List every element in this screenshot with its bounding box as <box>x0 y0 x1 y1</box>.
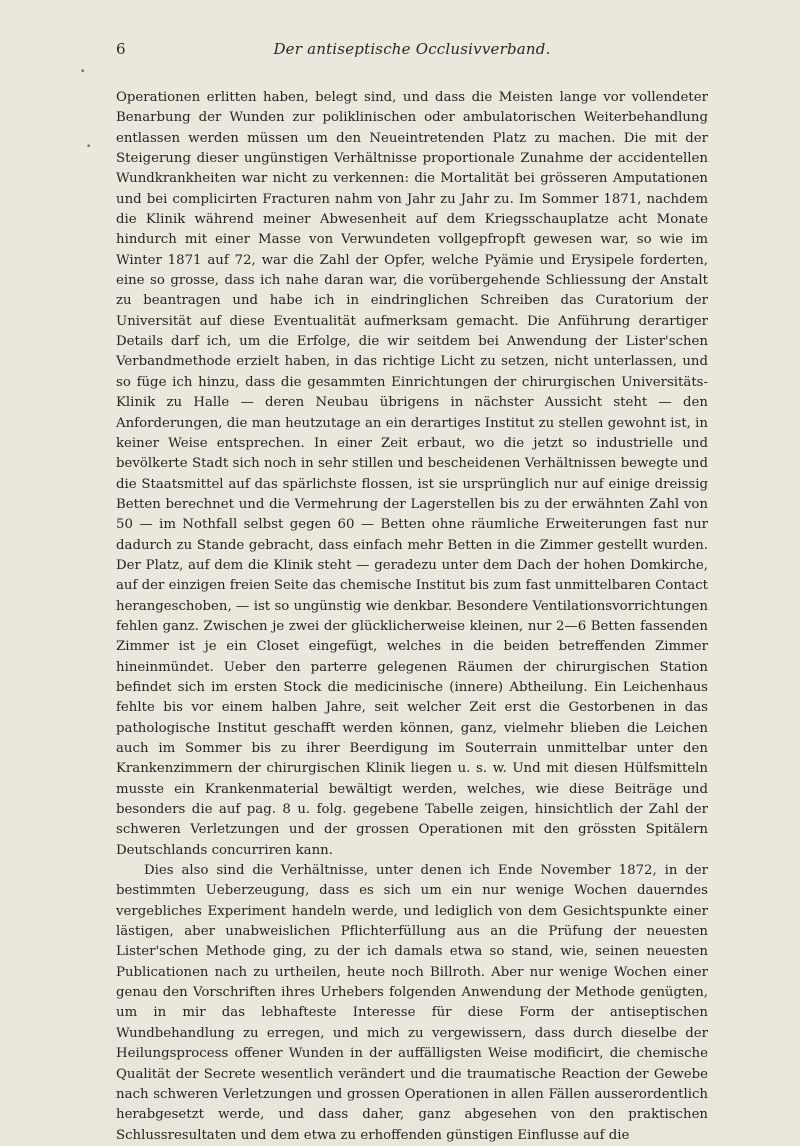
page-number: 6 <box>116 40 126 58</box>
paragraph-1: Operationen erlitten haben, belegt sind, und dass die Meisten lange vor vollendeter Benarbung der Wunden zur poliklinischen oder ambulatorischen Weiterbehandlung entlassen werden müssen um den Neueintretenden Platz zu machen. Die mit der Steigerung dieser ungünstigen Verhältnisse proportionale Zunahme der accidentellen Wundkrankheiten war nicht zu verkennen: die Mortalität bei grösseren Amputationen und bei complicirten Fracturen nahm von Jahr zu Jahr zu. Im Sommer 1871, nachdem die Klinik während meiner Abwesenheit auf dem Kriegsschauplatze acht Monate hindurch mit einer Masse von Verwundeten vollgepfropft gewesen war, so wie im Winter 1871 auf 72, war die Zahl der Opfer, welche Pyämie und Erysipele forderten, eine so grosse, dass ich nahe daran war, die vorübergehende Schliessung der Anstalt zu beantragen und habe ich in eindringlichen Schreiben das Curatorium der Universität auf diese Eventualität aufmerksam gemacht. Die Anführung derartiger Details darf ich, um die Erfolge, die wir seitdem bei Anwendung der Lister'schen Verbandmethode erzielt haben, in das richtige Licht zu setzen, nicht unterlassen, und so füge ich hinzu, dass die gesammten Einrichtungen der chirurgischen Universitäts-Klinik zu Halle — deren Neubau übrigens in nächster Aussicht steht — den Anforderungen, die man heutzutage an ein derartiges Institut zu stellen gewohnt ist, in keiner Weise entsprechen. In einer Zeit erbaut, wo die jetzt so industrielle und bevölkerte Stadt sich noch in sehr stillen und bescheidenen Verhältnissen bewegte und die Staatsmittel auf das spärlichste flossen, ist sie ursprünglich nur auf einige dreissig Betten berechnet und die Vermehrung der Lagerstellen bis zu der erwähnten Zahl von 50 — im Nothfall selbst gegen 60 — Betten ohne räumliche Erweiterungen fast nur dadurch zu Stande gebracht, dass einfach mehr Betten in die Zimmer gestellt wurden. Der Platz, auf dem die Klinik steht — geradezu unter dem Dach der hohen Domkirche, auf der einzigen freien Seite das chemische Institut bis zum fast unmittelbaren Contact herangeschoben, — ist so ungünstig wie denkbar. Besondere Ventilationsvorrichtungen fehlen ganz. Zwischen je zwei der glücklicherweise kleinen, nur 2—6 Betten fassenden Zimmer ist je ein Closet eingefügt, welches in die beiden betreffenden Zimmer hineinmündet. Ueber den parterre gelegenen Räumen der chirurgischen Station befindet sich im ersten Stock die medicinische (innere) Abtheilung. Ein Leichenhaus fehlte bis vor einem halben Jahre, seit welcher Zeit erst die Gestorbenen in das pathologische Institut geschafft werden können, ganz, vielmehr blieben die Leichen auch im Sommer bis zu ihrer Beerdigung im Souterrain unmittelbar unter den Krankenzimmern der chirurgischen Klinik liegen u. s. w. Und mit diesen Hülfsmitteln musste ein Krankenmaterial bewältigt werden, welches, wie diese Beiträge und besonders die auf pag. 8 u. folg. gegebene Tabelle zeigen, hinsichtlich der Zahl der schweren Verletzungen und der grossen Operationen mit den grössten Spitälern Deutschlands concurriren kann. <box>116 90 708 858</box>
running-title: Der antiseptische Occlusivverband. <box>273 40 551 58</box>
body-text <box>116 88 708 1146</box>
margin-speck: • <box>80 67 86 77</box>
paragraph-2: Dies also sind die Verhältnisse, unter denen ich Ende November 1872, in der bestimmten Ueberzeugung, dass es sich um ein nur wenige Wochen dauerndes vergebliches Experiment handeln werde, und lediglich von dem Gesichtspunkte einer lästigen, aber unabweislichen Pflichterfüllung aus an die Prüfung der neuesten Lister'schen Methode ging, zu der ich damals etwa so stand, wie, seinen neuesten Publicationen nach zu urtheilen, heute noch Billroth. Aber nur wenige Wochen einer genau den Vorschriften ihres Urhebers folgenden Anwendung der Methode genügten, um in mir das lebhafteste Interesse für diese Form der antiseptischen Wundbehandlung zu erregen, und mich zu vergewissern, dass durch dieselbe der Heilungsprocess offener Wunden in der auffälligsten Weise modificirt, die chemische Qualität der Secrete wesentlich verändert und die traumatische Reaction der Gewebe nach schweren Verletzungen und grossen Operationen in allen Fällen ausserordentlich herabgesetzt werde, und dass daher, ganz abgesehen von den praktischen Schlussresultaten und dem etwa zu erhoffenden günstigen Einflusse auf die <box>116 863 708 1143</box>
margin-speck: • <box>86 142 92 152</box>
page-header <box>116 40 708 64</box>
